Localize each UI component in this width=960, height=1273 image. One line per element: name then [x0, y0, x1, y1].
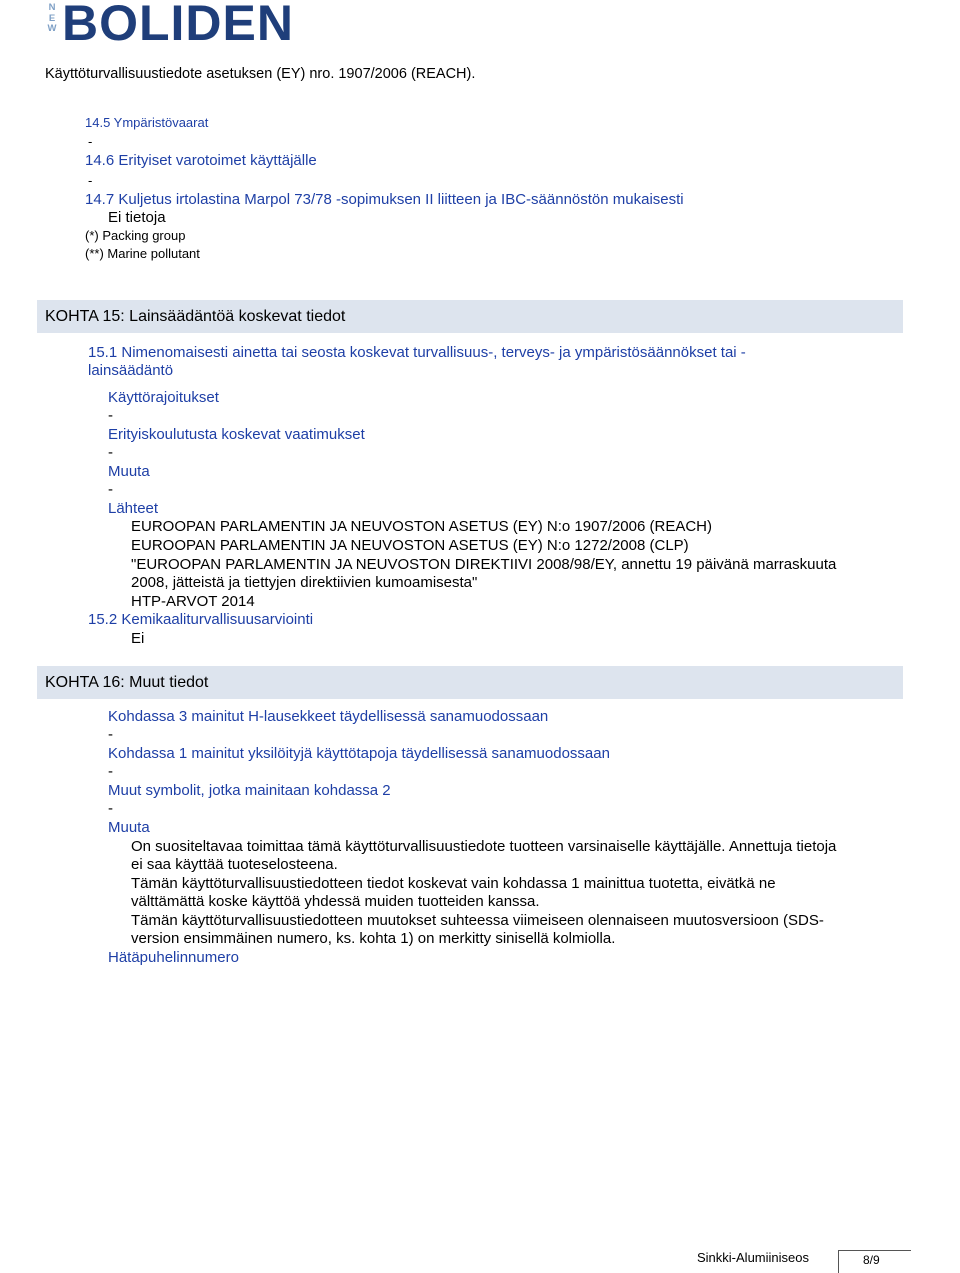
section-15-1-title: 15.1 Nimenomaisesti ainetta tai seosta koskevat turvallisuus-, terveys- ja ympäristösäännökset tai -: [88, 344, 746, 361]
marine-pollutant-note: (**) Marine pollutant: [85, 246, 200, 261]
packing-group-note: (*) Packing group: [85, 228, 186, 243]
logo-new-mark: [44, 3, 60, 45]
special-precautions-value: -: [88, 173, 93, 188]
section-15-1-title-cont: lainsäädäntö: [88, 362, 174, 379]
bulk-transport-heading: 14.7 Kuljetus irtolastina Marpol 73/78 -sopimuksen II liitteen ja IBC-säännöstön mukaisesti: [85, 191, 684, 208]
other-info-line: ei saa käyttää tuoteselosteena.: [131, 856, 338, 873]
other-info-line: Tämän käyttöturvallisuustiedotteen tiedot koskevat vain kohdassa 1 mainittua tuotetta, eivätkä ne: [131, 875, 776, 892]
restrictions-value: -: [108, 407, 113, 424]
section-15-2-value: Ei: [131, 630, 145, 647]
emergency-phone-heading: Hätäpuhelinnumero: [108, 949, 239, 966]
training-heading: Erityiskoulutusta koskevat vaatimukset: [108, 426, 365, 443]
regulation-header: Käyttöturvallisuustiedote asetuksen (EY) nro. 1907/2006 (REACH).: [45, 66, 476, 82]
other-symbols-value: -: [108, 800, 113, 817]
h-phrases-heading: Kohdassa 3 mainitut H-lausekkeet täydellisessä sanamuodossaan: [108, 708, 549, 725]
boliden-logo: [44, 0, 306, 51]
other-symbols-heading: Muut symbolit, jotka mainitaan kohdassa 2: [108, 782, 391, 799]
h-phrases-value: -: [108, 726, 113, 743]
source-line: EUROOPAN PARLAMENTIN JA NEUVOSTON ASETUS (EY) N:o 1272/2008 (CLP): [131, 537, 689, 554]
env-hazards-heading: 14.5 Ympäristövaarat: [85, 115, 209, 130]
source-line: EUROOPAN PARLAMENTIN JA NEUVOSTON ASETUS (EY) N:o 1907/2006 (REACH): [131, 518, 712, 535]
sources-heading: Lähteet: [108, 500, 159, 517]
identified-uses-heading: Kohdassa 1 mainitut yksilöityjä käyttötapoja täydellisessä sanamuodossaan: [108, 745, 610, 762]
footer-page-number: 8/9: [863, 1253, 880, 1267]
other-info-line: version ensimmäinen numero, ks. kohta 1) on merkitty sinisellä kolmiolla.: [131, 930, 616, 947]
section-15-2-title: 15.2 Kemikaaliturvallisuusarviointi: [88, 611, 314, 628]
other-heading: Muuta: [108, 463, 150, 480]
source-line: HTP-ARVOT 2014: [131, 593, 255, 610]
special-precautions-heading: 14.6 Erityiset varotoimet käyttäjälle: [85, 152, 317, 169]
section-16-heading: KOHTA 16: Muut tiedot: [37, 666, 903, 699]
other-info-line: On suositeltavaa toimittaa tämä käyttöturvallisuustiedote tuotteen varsinaiselle käyttäjälle. Annettuja tietoja: [131, 838, 837, 855]
other-info-heading: Muuta: [108, 819, 150, 836]
logo-new-letter: E: [48, 12, 56, 24]
env-hazards-value: -: [88, 134, 93, 149]
other-info-line: välttämättä koske käyttöä yhdessä muiden tuotteiden kanssa.: [131, 893, 540, 910]
training-value: -: [108, 444, 113, 461]
logo-brand-text: BOLIDEN: [62, 0, 294, 51]
footer-product-name: Sinkki-Alumiiniseos: [697, 1250, 809, 1265]
section-15-heading: KOHTA 15: Lainsäädäntöä koskevat tiedot: [37, 300, 903, 333]
other-info-line: Tämän käyttöturvallisuustiedotteen muutokset suhteessa viimeiseen olennaiseen muutosversioon (SDS-: [131, 912, 824, 929]
bulk-transport-value: Ei tietoja: [108, 209, 166, 226]
logo-new-letter: W: [47, 23, 57, 34]
logo-new-letter: N: [48, 2, 56, 13]
other-value: -: [108, 481, 113, 498]
restrictions-heading: Käyttörajoitukset: [108, 389, 219, 406]
source-line: 2008, jätteistä ja tiettyjen direktiivien kumoamisesta": [131, 574, 478, 591]
identified-uses-value: -: [108, 763, 113, 780]
source-line: "EUROOPAN PARLAMENTIN JA NEUVOSTON DIREKTIIVI 2008/98/EY, annettu 19 päivänä marraskuuta: [131, 556, 837, 573]
